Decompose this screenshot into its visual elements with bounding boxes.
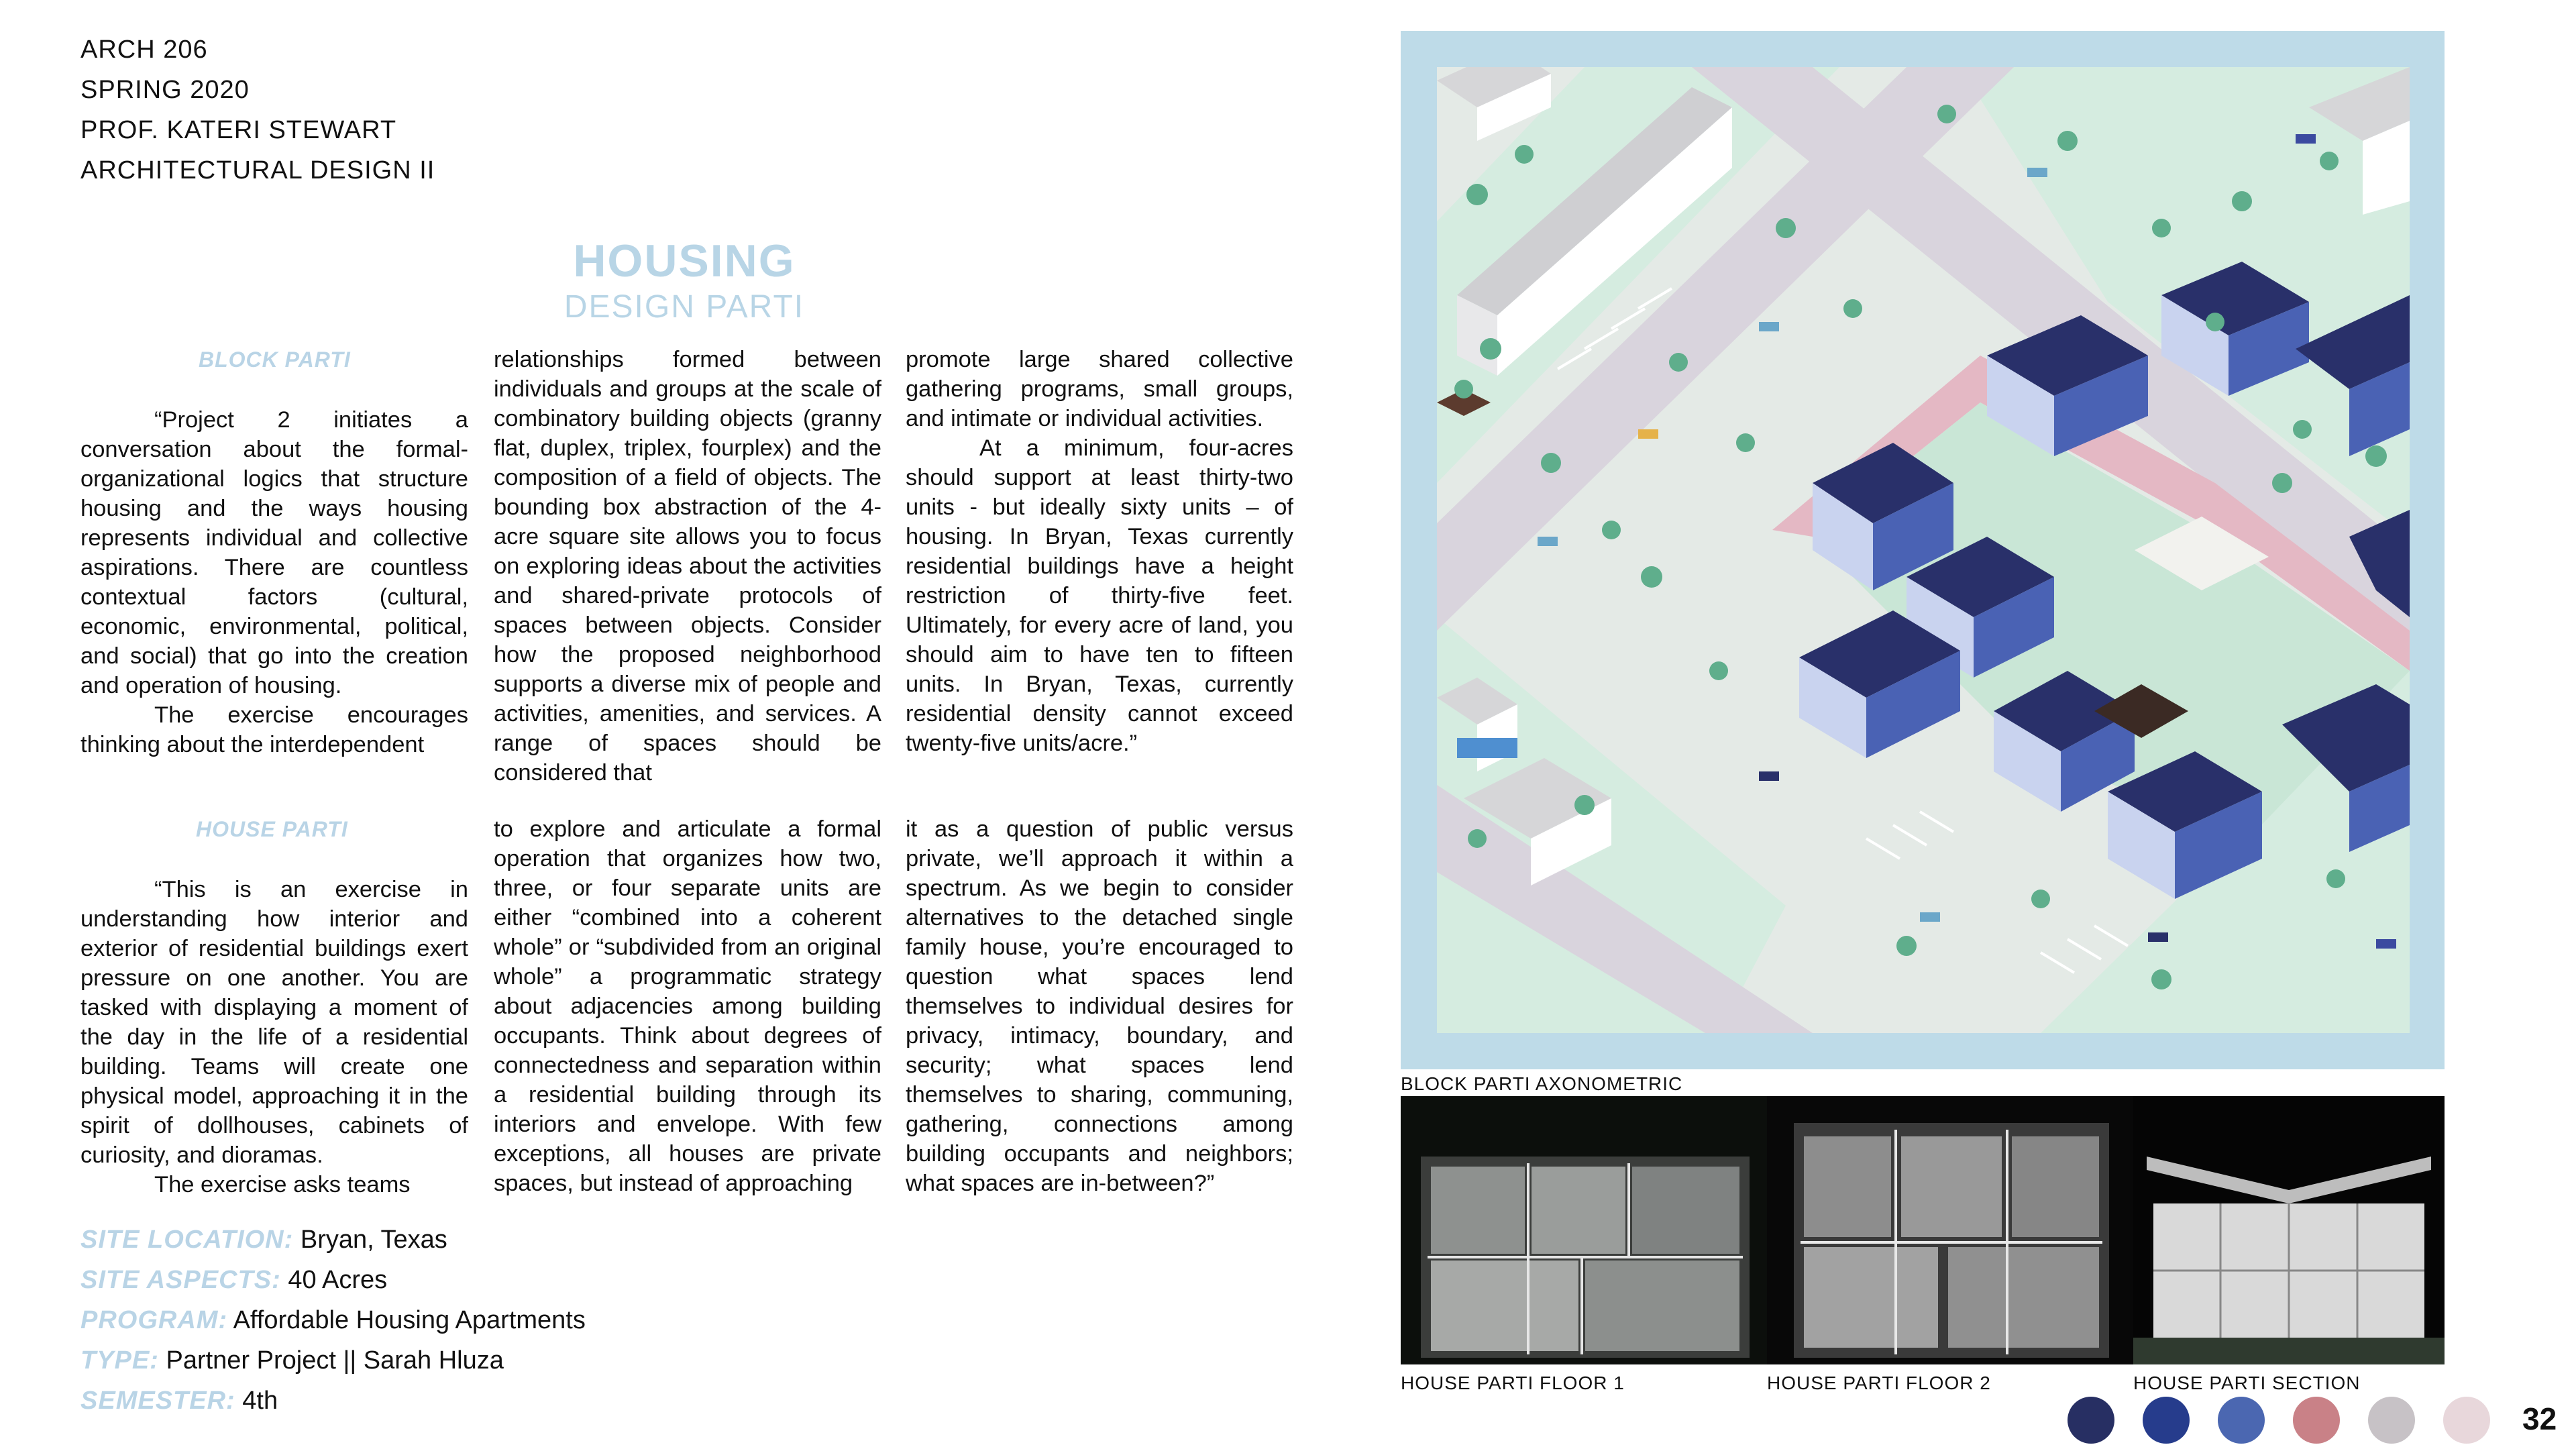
palette-swatch-1 [2068, 1397, 2114, 1444]
photo-floor2 [1767, 1096, 2133, 1364]
meta-label: PROGRAM: [80, 1306, 228, 1334]
caption-axon: BLOCK PARTI AXONOMETRIC [1401, 1073, 1683, 1094]
palette-swatch-2 [2143, 1397, 2190, 1444]
page-number: 32 [2522, 1401, 2557, 1436]
caption-floor1: HOUSE PARTI FLOOR 1 [1401, 1373, 1625, 1393]
course-professor: PROF. KATERI STEWART [80, 116, 397, 144]
house-parti-col2-para: to explore and articulate a formal operation that organizes how two, three, or four separate units are either “combined into a coherent whole” or “subdivided from an original whole” a programmatic strategy about adjacencies among building occupants. Think about degrees of connectedness and separation within a residential building through its interiors and envelope. With few exceptions, all houses are private spaces, but instead of approaching [494, 816, 881, 1196]
meta-value: Bryan, Texas [300, 1226, 447, 1254]
block-parti-col2-para: relationships formed between individuals and groups at the scale of combinatory building objects (granny flat, duplex, triplex, fourplex) and the composition of a field of objects. The bounding box abstraction of the 4-acre square site allows you to focus on exploring ideas about the activities and shared-private protocols of spaces between objects. Consider how the proposed neighborhood supports a diverse mix of people and activities, amenities, and services. A range of spaces should be considered that [494, 347, 881, 786]
block-parti-axonometric [1437, 67, 2410, 1033]
floor2-model-image [1767, 1096, 2133, 1364]
axonometric-drawing [1437, 67, 2410, 1033]
title-sub: DESIGN PARTI [564, 289, 805, 325]
caption-section: HOUSE PARTI SECTION [2133, 1373, 2361, 1393]
palette-swatch-4 [2293, 1397, 2340, 1444]
caption-floor2: HOUSE PARTI FLOOR 2 [1767, 1373, 1991, 1393]
house-parti-col1-para2: The exercise asks teams [154, 1172, 411, 1197]
block-parti-col1-para2: The exercise encourages thinking about the interdependent [80, 702, 468, 757]
meta-label: SITE LOCATION: [80, 1226, 294, 1254]
block-parti-col1 [80, 405, 468, 759]
course-code: ARCH 206 [80, 36, 208, 64]
house-parti-heading: HOUSE PARTI [196, 817, 348, 841]
house-parti-col3-para: it as a question of public versus private, we’ll approach it within a spectrum. As we begin to consider alternatives to the detached single family house, you’re encouraged to question what spaces lend themselves to individual desires for privacy, intimacy, boundary, and security; what spaces lend themselves to sharing, communing, gathering, connections among building occupants and neighbors; what spaces are in-between?” [906, 816, 1293, 1196]
course-header [80, 30, 435, 191]
section-model-image [2133, 1096, 2445, 1364]
block-parti-heading: BLOCK PARTI [199, 347, 351, 372]
palette-swatch-6 [2443, 1397, 2490, 1444]
axonometric-frame [1401, 31, 2445, 1069]
block-parti-col3-para2: At a minimum, four-acres should support at least thirty-two units - but ideally sixty units – of housing. In Bryan, Texas currently residential buildings have a height restriction of thirty-five feet. Ultimately, for every acre of land, you should aim to have ten to fifteen units. In Bryan, Texas, currently residential density cannot exceed twenty-five units/acre.” [906, 435, 1293, 756]
photo-section [2133, 1096, 2445, 1364]
house-parti-col1-para1: “This is an exercise in understanding how interior and exterior of residential buildings exert pressure on one another. You are tasked with displaying a moment of the day in the life of a residential building. Teams will create one physical model, approaching it in the spirit of dollhouses, cabinets of curiosity, and dioramas. [80, 877, 468, 1168]
block-parti-col1-para1: “Project 2 initiates a conversation about the formal-organizational logics that structure housing and the ways housing represents individual and collective aspirations. There are countless contextual factors (cultural, economic, environmental, political, and social) that go into the creation and operation of housing. [80, 407, 468, 698]
house-parti-col3 [906, 814, 1293, 1198]
meta-label: TYPE: [80, 1346, 159, 1375]
course-name: ARCHITECTURAL DESIGN II [80, 156, 435, 184]
block-parti-col2 [494, 345, 881, 788]
meta-site-aspects [80, 1260, 387, 1300]
house-parti-col1 [80, 875, 468, 1199]
block-parti-col3-para1: promote large shared collective gathering programs, small groups, and intimate or individual activities. [906, 347, 1293, 431]
meta-label: SITE ASPECTS: [80, 1266, 281, 1294]
meta-site-location [80, 1220, 447, 1260]
photo-floor1 [1401, 1096, 1767, 1364]
meta-value: Partner Project || Sarah Hluza [166, 1346, 504, 1375]
house-parti-col2 [494, 814, 881, 1198]
meta-label: SEMESTER: [80, 1387, 235, 1415]
meta-value: Affordable Housing Apartments [233, 1306, 586, 1334]
title-main: HOUSING [573, 235, 796, 286]
meta-type [80, 1340, 504, 1381]
palette-swatch-5 [2368, 1397, 2415, 1444]
meta-value: 4th [242, 1387, 278, 1415]
floor1-model-image [1401, 1096, 1767, 1364]
course-term: SPRING 2020 [80, 76, 250, 104]
palette-swatch-3 [2218, 1397, 2265, 1444]
block-parti-col3 [906, 345, 1293, 758]
meta-program [80, 1300, 586, 1340]
meta-value: 40 Acres [288, 1266, 388, 1294]
meta-semester [80, 1381, 278, 1421]
